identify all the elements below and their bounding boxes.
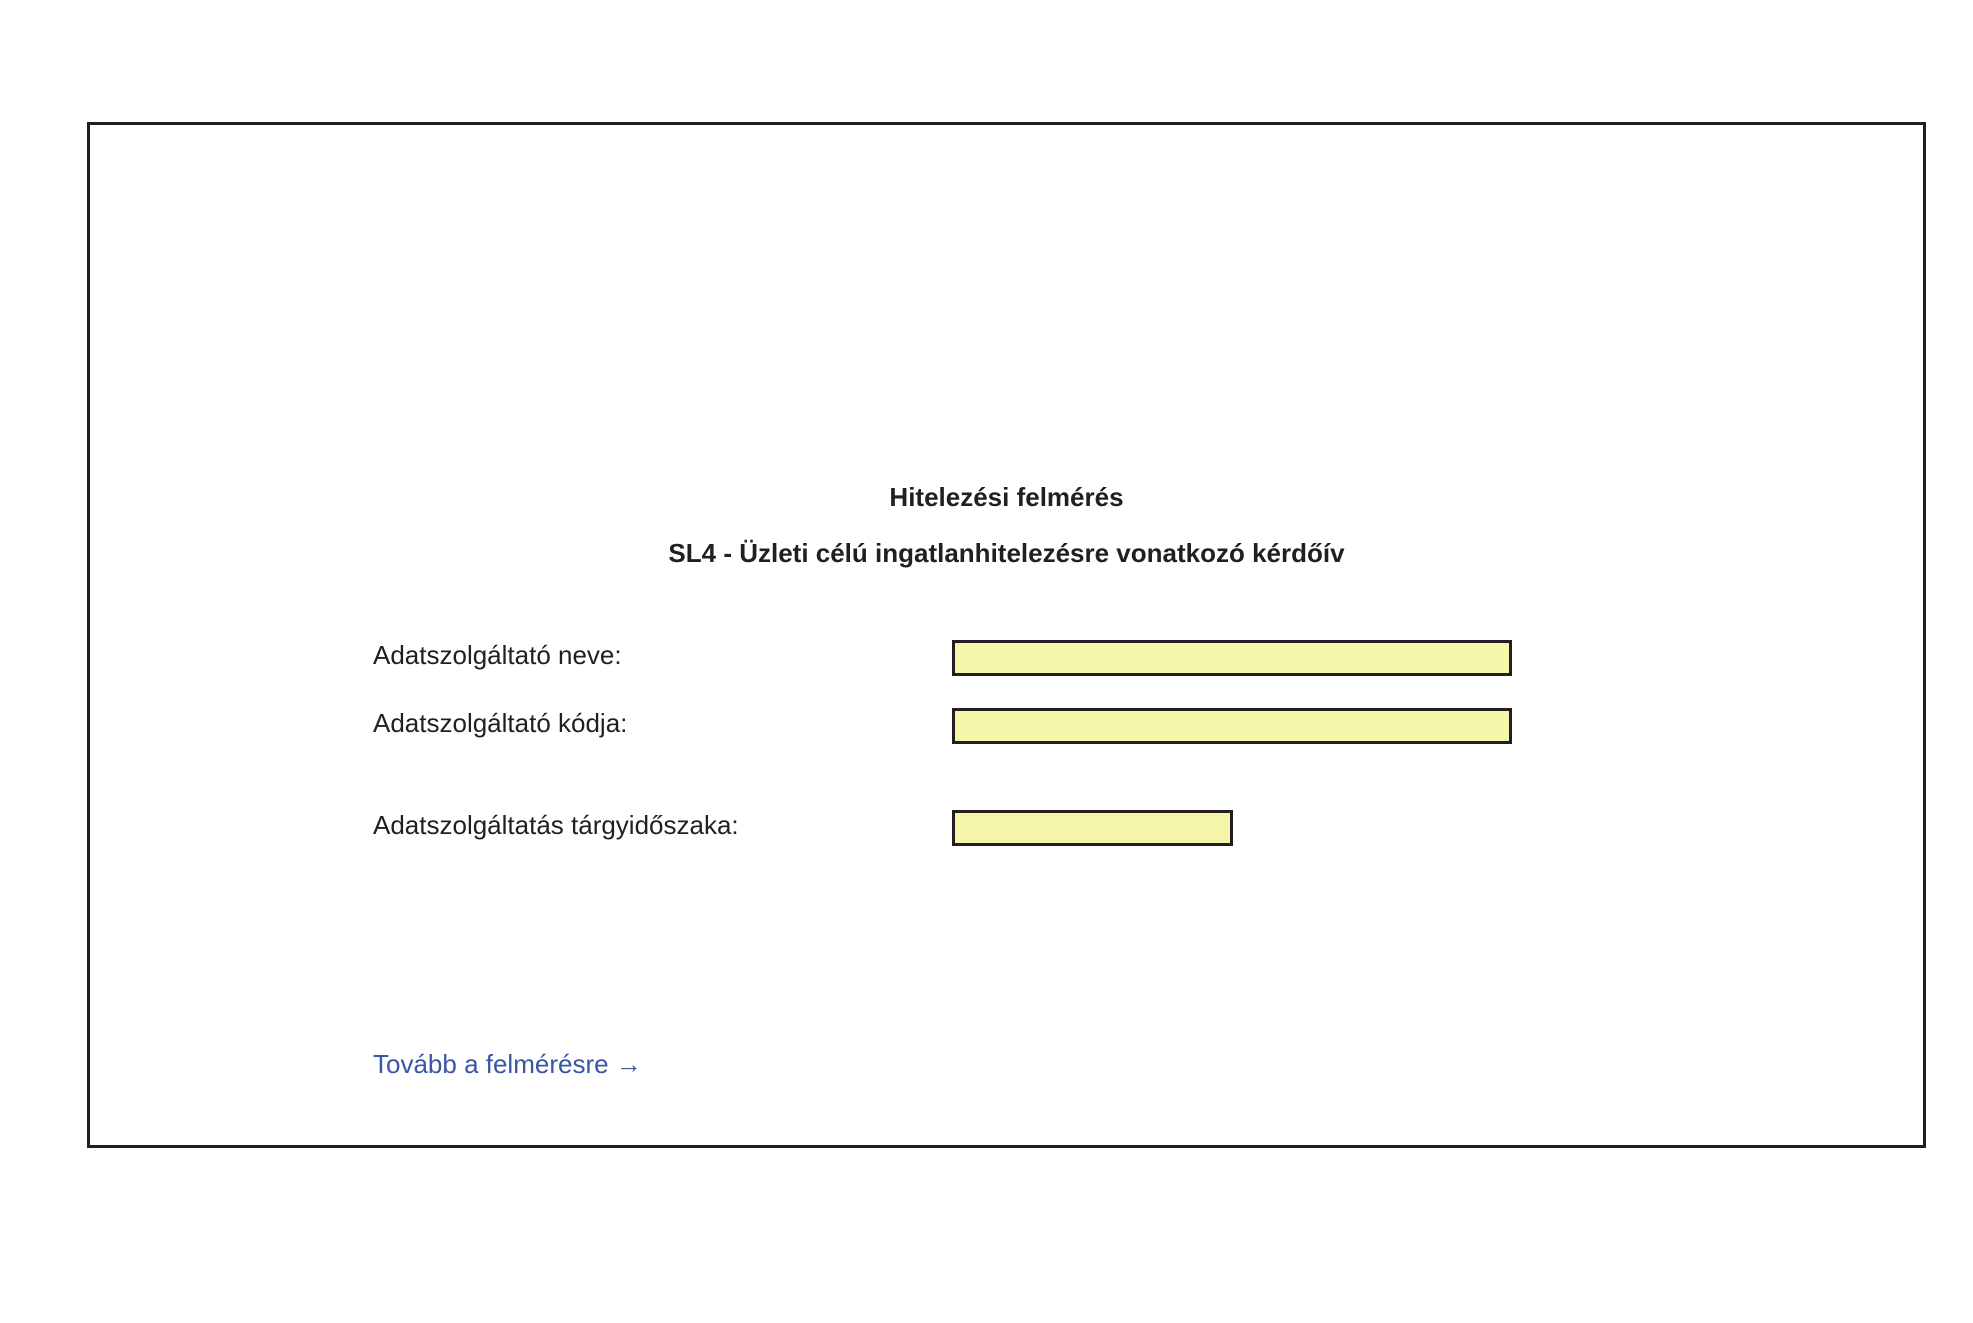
provider-code-label: Adatszolgáltató kódja: [373, 708, 628, 738]
provider-name-label: Adatszolgáltató neve: [373, 640, 622, 670]
provider-name-field[interactable] [952, 640, 1512, 676]
reporting-period-field[interactable] [952, 810, 1233, 846]
page-subtitle: SL4 - Üzleti célú ingatlanhitelezésre vonatkozó kérdőív [668, 538, 1345, 568]
form-frame [87, 122, 1926, 1148]
reporting-period-label: Adatszolgáltatás tárgyidőszaka: [373, 810, 739, 840]
continue-to-survey-link[interactable]: Tovább a felmérésre → [373, 1049, 642, 1079]
provider-code-field[interactable] [952, 708, 1512, 744]
page-title: Hitelezési felmérés [889, 482, 1124, 512]
